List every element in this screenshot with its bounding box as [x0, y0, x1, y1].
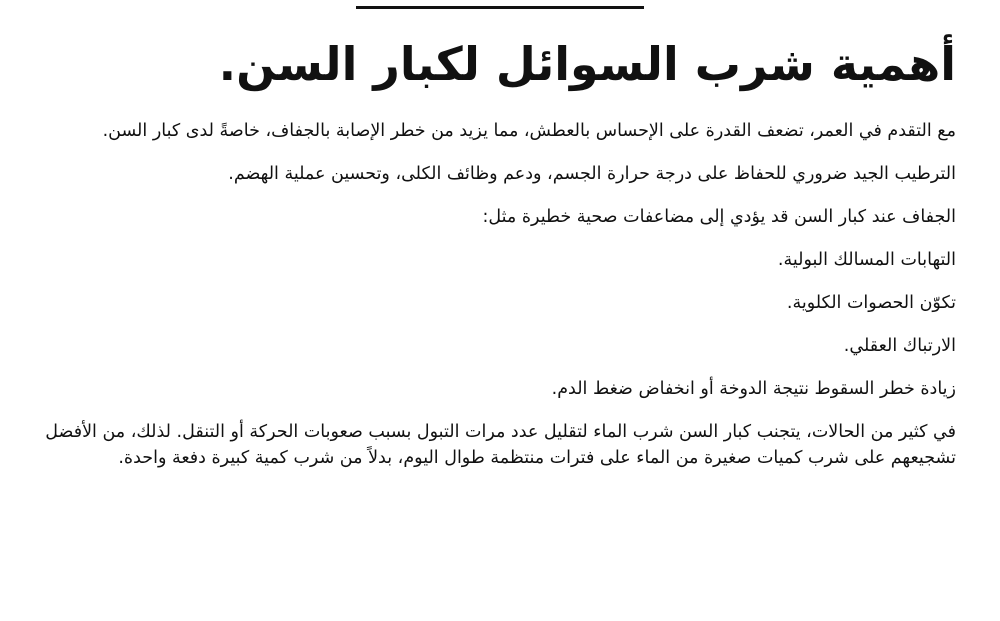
article-paragraph: في كثير من الحالات، يتجنب كبار السن شرب الماء لتقليل عدد مرات التبول بسبب صعوبات الحركة أو التنقل. لذلك، من الأفضل تشجيعهم على شرب كميات صغيرة من الماء على فترات منتظمة طوال اليوم، بدلاً من شرب كمية كبيرة دفعة واحدة.: [45, 422, 956, 468]
article-paragraph: الجفاف عند كبار السن قد يؤدي إلى مضاعفات صحية خطيرة مثل:: [482, 207, 956, 227]
article: [44, 32, 956, 488]
list-item: زيادة خطر السقوط نتيجة الدوخة أو انخفاض ضغط الدم.: [551, 379, 956, 399]
list-item: تكوّن الحصوات الكلوية.: [786, 293, 956, 313]
article-paragraph: الترطيب الجيد ضروري للحفاظ على درجة حرارة الجسم، ودعم وظائف الكلى، وتحسين عملية الهضم.: [228, 164, 956, 184]
article-title: أهمية شرب السوائل لكبار السن.: [218, 37, 956, 91]
top-divider: [356, 6, 644, 9]
article-paragraph: مع التقدم في العمر، تضعف القدرة على الإحساس بالعطش، مما يزيد من خطر الإصابة بالجفاف، خاصةً لدى كبار السن.: [102, 121, 956, 141]
list-item: التهابات المسالك البولية.: [777, 250, 956, 270]
list-item: الارتباك العقلي.: [843, 336, 956, 356]
